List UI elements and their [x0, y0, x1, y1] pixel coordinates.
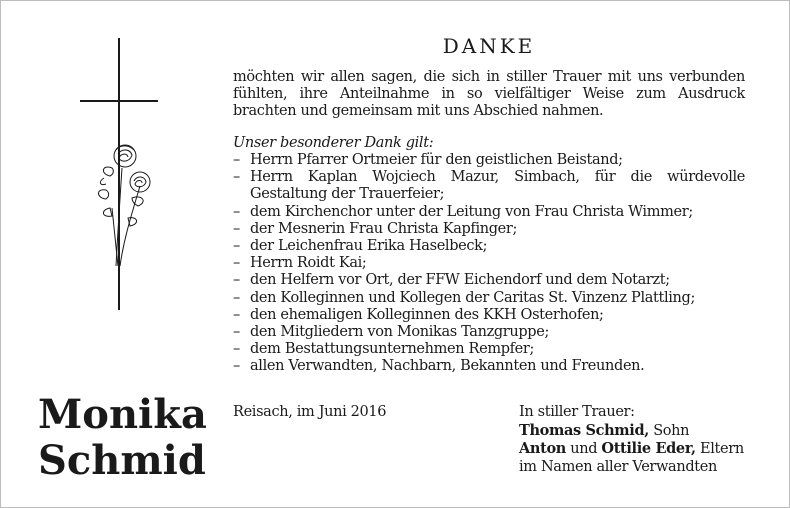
list-item: – den Kolleginnen und Kollegen der Caritas St. Vinzenz Plattling; — [233, 290, 745, 307]
mourners-heading: In stiller Trauer: — [519, 404, 635, 420]
thanks-list — [233, 152, 745, 376]
list-item: – allen Verwandten, Nachbarn, Bekannten und Freunden. — [233, 358, 745, 375]
deceased-name — [38, 392, 208, 484]
thanks-heading: Unser besonderer Dank gilt: — [233, 135, 434, 151]
mourner-relation: Sohn — [653, 422, 690, 439]
mourner-name: Anton — [519, 440, 566, 457]
place-date: Reisach, im Juni 2016 — [233, 404, 387, 420]
list-item: – Herrn Kaplan Wojciech Mazur, Simbach, für die würdevolle Gestaltung der Trauerfeier; — [233, 169, 745, 203]
deceased-first-name: Monika — [38, 391, 207, 438]
intro-text: möchten wir allen sagen, die sich in stiller Trauer mit uns verbunden fühlten, ihre Anteilnahme in so vielfältiger Weise zum Ausdruck brachten und gemeinsam mit uns Abschied nahmen. — [233, 69, 745, 119]
list-item: – Herrn Pfarrer Ortmeier für den geistlichen Beistand; — [233, 152, 745, 169]
list-item: – den Helfern vor Ort, der FFW Eichendorf und dem Notarzt; — [233, 272, 745, 289]
list-item: – der Mesnerin Frau Christa Kapfinger; — [233, 221, 745, 238]
rose-icon — [92, 138, 162, 268]
list-item: – dem Bestattungsunternehmen Rempfer; — [233, 341, 745, 358]
mourner-name: Ottilie Eder, — [601, 440, 696, 457]
deceased-last-name: Schmid — [38, 437, 206, 484]
mourner-name: Thomas Schmid, — [519, 421, 649, 439]
conjunction: und — [570, 441, 598, 457]
mourner-line-parents — [519, 440, 749, 459]
list-item: – dem Kirchenchor unter der Leitung von Frau Christa Wimmer; — [233, 204, 745, 221]
list-item: – den Mitgliedern von Monikas Tanzgruppe; — [233, 324, 745, 341]
mourner-line-son — [519, 422, 749, 441]
notice-title: DANKE — [442, 34, 536, 58]
mourner-relation: Eltern — [700, 441, 744, 457]
list-item: – der Leichenfrau Erika Haselbeck; — [233, 238, 745, 255]
list-item: – Herrn Roidt Kai; — [233, 255, 745, 272]
mourners-block — [519, 404, 749, 476]
mourner-line-relatives: im Namen aller Verwandten — [519, 458, 717, 475]
list-item: – den ehemaligen Kolleginnen des KKH Osterhofen; — [233, 307, 745, 324]
